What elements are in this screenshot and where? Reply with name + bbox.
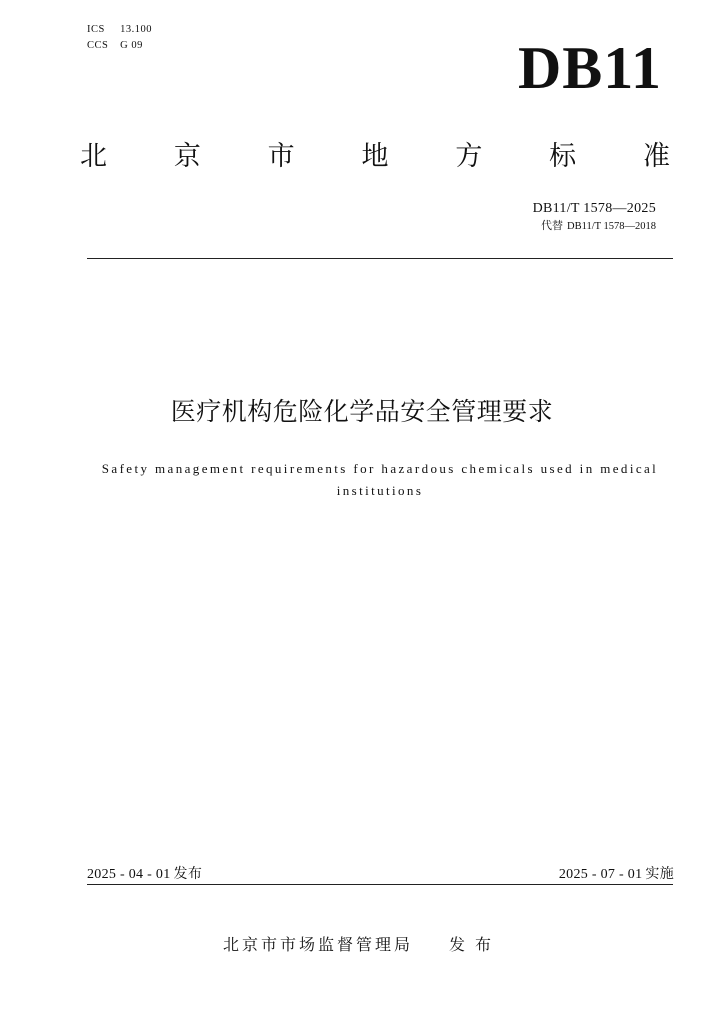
standard-type	[80, 140, 670, 174]
implement-label: 实施	[645, 866, 674, 882]
replaces-line	[541, 219, 656, 234]
implement-date	[559, 864, 674, 885]
implement-date-value: 2025 - 07 - 01	[558, 867, 643, 882]
issuing-authority	[0, 933, 724, 957]
standard-mark: DB11	[517, 35, 662, 101]
standard-type-char: 市	[267, 141, 295, 172]
issuer-org: 北京市市场监督管理局	[222, 935, 413, 954]
standard-type-char: 方	[455, 141, 483, 172]
replaces-label: 代替	[541, 219, 564, 232]
replaces-number: DB11/T 1578—2018	[567, 221, 656, 232]
standard-type-char: 准	[642, 141, 670, 172]
top-divider	[87, 258, 673, 259]
issuer-action: 发布	[449, 935, 502, 954]
publish-date	[87, 864, 202, 885]
standard-number: DB11/T 1578—2025	[532, 201, 656, 216]
ccs-value: G 09	[120, 40, 143, 51]
ics-row	[87, 22, 152, 38]
standard-type-char: 京	[173, 141, 201, 172]
document-title-english: Safety management requirements for hazardous chemicals used in medical institutions	[101, 461, 659, 498]
bottom-divider	[87, 884, 673, 885]
ics-label: ICS	[87, 24, 105, 35]
publish-label: 发布	[173, 866, 203, 882]
standard-type-char: 标	[549, 141, 577, 172]
classification-codes	[87, 22, 152, 54]
standard-type-char: 北	[80, 141, 107, 172]
publish-date-value: 2025 - 04 - 01	[87, 867, 171, 882]
ccs-label: CCS	[87, 40, 109, 51]
ccs-row	[87, 38, 152, 54]
document-title: 医疗机构危险化学品安全管理要求	[170, 397, 554, 426]
standard-type-char: 地	[361, 141, 389, 172]
ics-value: 13.100	[120, 24, 152, 35]
